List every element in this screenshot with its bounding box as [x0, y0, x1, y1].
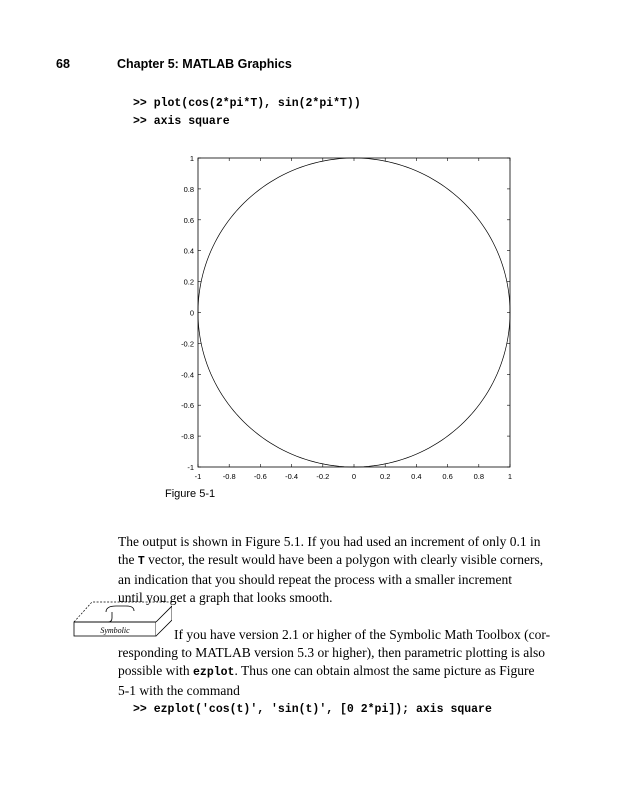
x-tick-label: -0.6: [253, 472, 267, 481]
code-line-axis-square: >> axis square: [133, 115, 230, 128]
y-tick-label: 0.8: [183, 184, 194, 194]
paragraph1-line2: [118, 551, 572, 571]
y-tick-label: -0.4: [181, 370, 194, 380]
page-number: 68: [56, 57, 70, 71]
x-tick-label: 0.6: [442, 472, 453, 481]
inline-code-T: T: [137, 555, 145, 568]
y-tick-label: 0.6: [183, 215, 194, 225]
y-tick-label: 0: [189, 308, 194, 318]
x-tick-label: 0.2: [379, 472, 391, 481]
y-tick-label: -1: [187, 463, 194, 472]
y-tick-label: 0.2: [183, 277, 194, 287]
paragraph2-line3-post: . Thus one can obtain almost the same picture as Figure: [234, 663, 535, 678]
x-tick-label: -1: [194, 472, 202, 481]
y-tick-label: -0.2: [181, 339, 194, 349]
y-tick-label: -0.6: [181, 401, 194, 411]
paragraph2-line3: [118, 662, 572, 682]
y-tick-label: 0.4: [183, 246, 194, 256]
paragraph1-line2-pre: the: [118, 552, 138, 567]
y-tick-label: -0.8: [181, 432, 194, 442]
inline-code-ezplot: ezplot: [193, 666, 235, 679]
code-line-plot: >> plot(cos(2*pi*T), sin(2*pi*T)): [133, 97, 361, 110]
paragraph2-line1: If you have version 2.1 or higher of the Symbolic Math Toolbox (cor-: [174, 627, 551, 642]
x-tick-label: 1: [507, 472, 513, 481]
plot-frame: [198, 158, 510, 467]
paragraph1-line2-post: vector, the result would have been a polygon with clearly visible corners,: [144, 552, 544, 567]
symbolic-label: Symbolic: [100, 626, 130, 635]
paragraph2-line3-pre: possible with: [118, 663, 194, 678]
x-tick-label: 0.8: [473, 472, 485, 481]
paragraph2-line4: 5-1 with the command: [118, 683, 240, 698]
paragraph2-line2: responding to MATLAB version 5.3 or higher), then parametric plotting is also: [118, 645, 546, 660]
x-tick-label: -0.4: [285, 472, 299, 481]
x-tick-label: -0.2: [316, 472, 330, 481]
paragraph1-line4: until you get a graph that looks smooth.: [118, 590, 333, 605]
x-tick-label: -0.8: [222, 472, 236, 481]
figure-caption: Figure 5-1: [165, 488, 216, 500]
y-tick-label: 1: [189, 154, 194, 163]
paragraph1-line3: an indication that you should repeat the process with a smaller increment: [118, 572, 513, 587]
paragraph1-line1: The output is shown in Figure 5.1. If you had used an increment of only 0.1 in: [118, 534, 541, 549]
x-tick-label: 0.4: [411, 472, 422, 481]
circle-series-line: [198, 158, 510, 467]
chapter-title: Chapter 5: MATLAB Graphics: [117, 57, 292, 71]
paragraph-output-description: [118, 533, 572, 607]
x-tick-label: 0: [351, 472, 357, 481]
paragraph-ezplot: [118, 626, 572, 700]
code-line-ezplot: >> ezplot('cos(t)', 'sin(t)', [0 2*pi]); axis square: [133, 703, 492, 716]
